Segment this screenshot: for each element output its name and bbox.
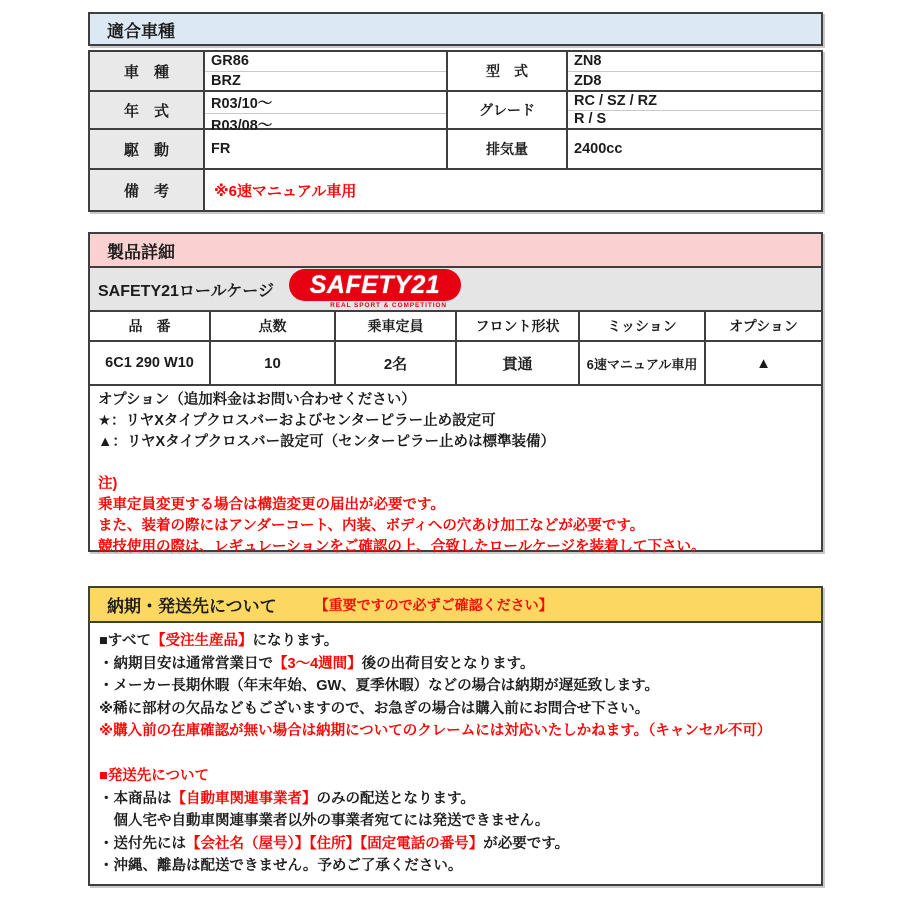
vehicle-value: BRZ	[205, 71, 446, 91]
product-title: 製品詳細	[107, 242, 175, 262]
column-header-option: オプション	[729, 318, 798, 334]
fitment-table	[88, 50, 823, 212]
text-line	[99, 653, 812, 676]
shipping-section	[88, 586, 823, 886]
product-section	[88, 232, 823, 555]
model-code-value: ZD8	[568, 71, 821, 91]
text-segment: ★：リヤXタイプクロスバーおよびセンターピラー止め設定可	[98, 413, 496, 429]
red-text-segment: 注)	[98, 476, 118, 492]
remarks-value-cell	[205, 170, 821, 210]
vehicle-value-cell	[205, 52, 448, 90]
text-segment: ・メーカー長期休暇（年末年始、GW、夏季休暇）などの場合は納期が遅延致します。	[99, 678, 660, 694]
remarks-label-cell: 備 考	[90, 170, 205, 210]
text-line	[99, 675, 812, 698]
text-segment: 後の出荷目安となります。	[361, 655, 535, 672]
drive-label-cell: 駆 動	[90, 130, 205, 168]
red-text-segment: ■発送先について	[99, 768, 209, 784]
text-segment: 個人宅や自動車関連事業者以外の事業者宛てには発送できません。	[99, 813, 550, 829]
part-number-value: 6C1 290 W10	[90, 342, 211, 384]
shipping-notes	[90, 623, 821, 884]
displacement-value-cell	[568, 130, 821, 168]
red-text-segment: 【受注生産品】	[150, 633, 253, 649]
text-segment: ・沖縄、離島は配送できません。予めご了承ください。	[99, 858, 463, 874]
product-table-value-row	[90, 342, 821, 386]
model-code-value: ZN8	[574, 53, 602, 70]
model-code-value-cell	[568, 52, 821, 90]
text-segment: ・納期目安は通常営業日で	[99, 655, 273, 672]
year-value-cell	[205, 92, 448, 134]
model-code-label-cell: 型 式	[448, 52, 568, 90]
text-line	[99, 855, 812, 878]
drive-value-cell	[205, 130, 448, 168]
year-label-cell: 年 式	[90, 92, 205, 128]
safety21-logo	[289, 269, 461, 309]
front-shape-value: 貫通	[457, 342, 580, 384]
fitment-title: 適合車種	[107, 21, 175, 41]
vehicle-label-cell: 車 種	[90, 52, 205, 90]
grade-value: RC / SZ / RZ	[574, 92, 657, 109]
fitment-section	[88, 12, 823, 212]
text-line	[99, 765, 812, 788]
column-header-mission: ミッション	[580, 312, 706, 340]
text-segment: になります。	[252, 633, 339, 649]
text-line	[99, 698, 812, 721]
table-row	[90, 52, 821, 90]
text-line	[98, 432, 813, 453]
mission-value: 6速マニュアル車用	[580, 342, 706, 384]
text-line	[99, 788, 812, 811]
fitment-section-header	[88, 12, 823, 46]
text-line	[99, 833, 812, 856]
product-series-name: SAFETY21ロールケージ	[98, 282, 274, 300]
column-header-capacity: 乗車定員	[336, 312, 457, 340]
text-line	[98, 411, 813, 432]
capacity-value: 2名	[336, 342, 457, 384]
drive-value: FR	[211, 141, 231, 157]
shipping-section-header	[90, 588, 821, 623]
red-text-segment: 乗車定員変更する場合は構造変更の届出が必要です。	[98, 497, 445, 513]
year-value: R03/08～	[205, 113, 446, 135]
product-option-notes	[90, 386, 821, 555]
red-text-segment: ※購入前の在庫確認が無い場合は納期についてのクレームには対応いたしかねます。（キャンセル不可）	[99, 723, 772, 739]
table-row	[90, 128, 821, 168]
red-text-segment: また、装着の際にはアンダーコート、内装、ボディへの穴あけ加工などが必要です。	[98, 518, 645, 534]
safety21-logo-text: SAFETY21	[289, 269, 461, 301]
red-text-segment: 【3～4週間】	[273, 655, 362, 672]
text-segment: ・送付先には	[99, 835, 186, 852]
grade-value: R / S	[568, 110, 821, 129]
points-value: 10	[211, 342, 336, 384]
displacement-label-cell: 排気量	[448, 130, 568, 168]
displacement-value: 2400cc	[574, 141, 623, 157]
text-line	[99, 810, 812, 833]
text-line	[98, 390, 813, 411]
product-section-header	[90, 234, 821, 268]
text-line	[98, 474, 813, 495]
column-header-front-shape: フロント形状	[457, 312, 580, 340]
safety21-logo-tagline: REAL SPORT & COMPETITION	[330, 302, 447, 309]
text-line	[98, 495, 813, 516]
text-segment: ※稀に部材の欠品などもございますので、お急ぎの場合は購入前にお問合せ下さい。	[99, 700, 650, 717]
column-header-points: 点数	[211, 312, 336, 340]
text-segment: ▲：リヤXタイプクロスバー設定可（センターピラー止めは標準装備）	[98, 434, 555, 450]
column-header-part-number: 品 番	[90, 312, 211, 340]
red-text-segment: 競技使用の際は、レギュレーションをご確認の上、合致したロールケージを装着して下さい。	[98, 539, 706, 555]
red-text-segment: 【自動車関連事業者】	[171, 790, 317, 807]
vehicle-value: GR86	[211, 53, 249, 70]
grade-value-cell	[568, 92, 821, 128]
text-line	[98, 537, 813, 558]
text-line	[99, 630, 812, 653]
grade-label-cell: グレード	[448, 92, 568, 128]
text-segment: が必要です。	[483, 835, 570, 852]
shipping-title-note: 【重要ですので必ずご確認ください】	[314, 596, 553, 613]
table-row	[90, 90, 821, 134]
year-value: R03/10～	[211, 96, 273, 112]
text-line	[99, 720, 812, 743]
shipping-title: 納期・発送先について	[107, 597, 277, 616]
table-row	[90, 168, 821, 210]
text-segment: ■すべて	[99, 633, 151, 649]
product-brand-row	[90, 268, 821, 312]
red-text-segment: 【会社名（屋号）】【住所】【固定電話の番号】	[186, 835, 484, 852]
text-segment: のみの配送となります。	[316, 790, 475, 807]
text-line	[98, 516, 813, 537]
text-segment: オプション（追加料金はお問い合わせください）	[98, 392, 416, 408]
text-segment: ・本商品は	[99, 790, 172, 807]
product-table-header-row	[90, 312, 821, 342]
option-value: ▲	[756, 354, 771, 372]
remarks-value: ※6速マニュアル車用	[214, 182, 357, 200]
